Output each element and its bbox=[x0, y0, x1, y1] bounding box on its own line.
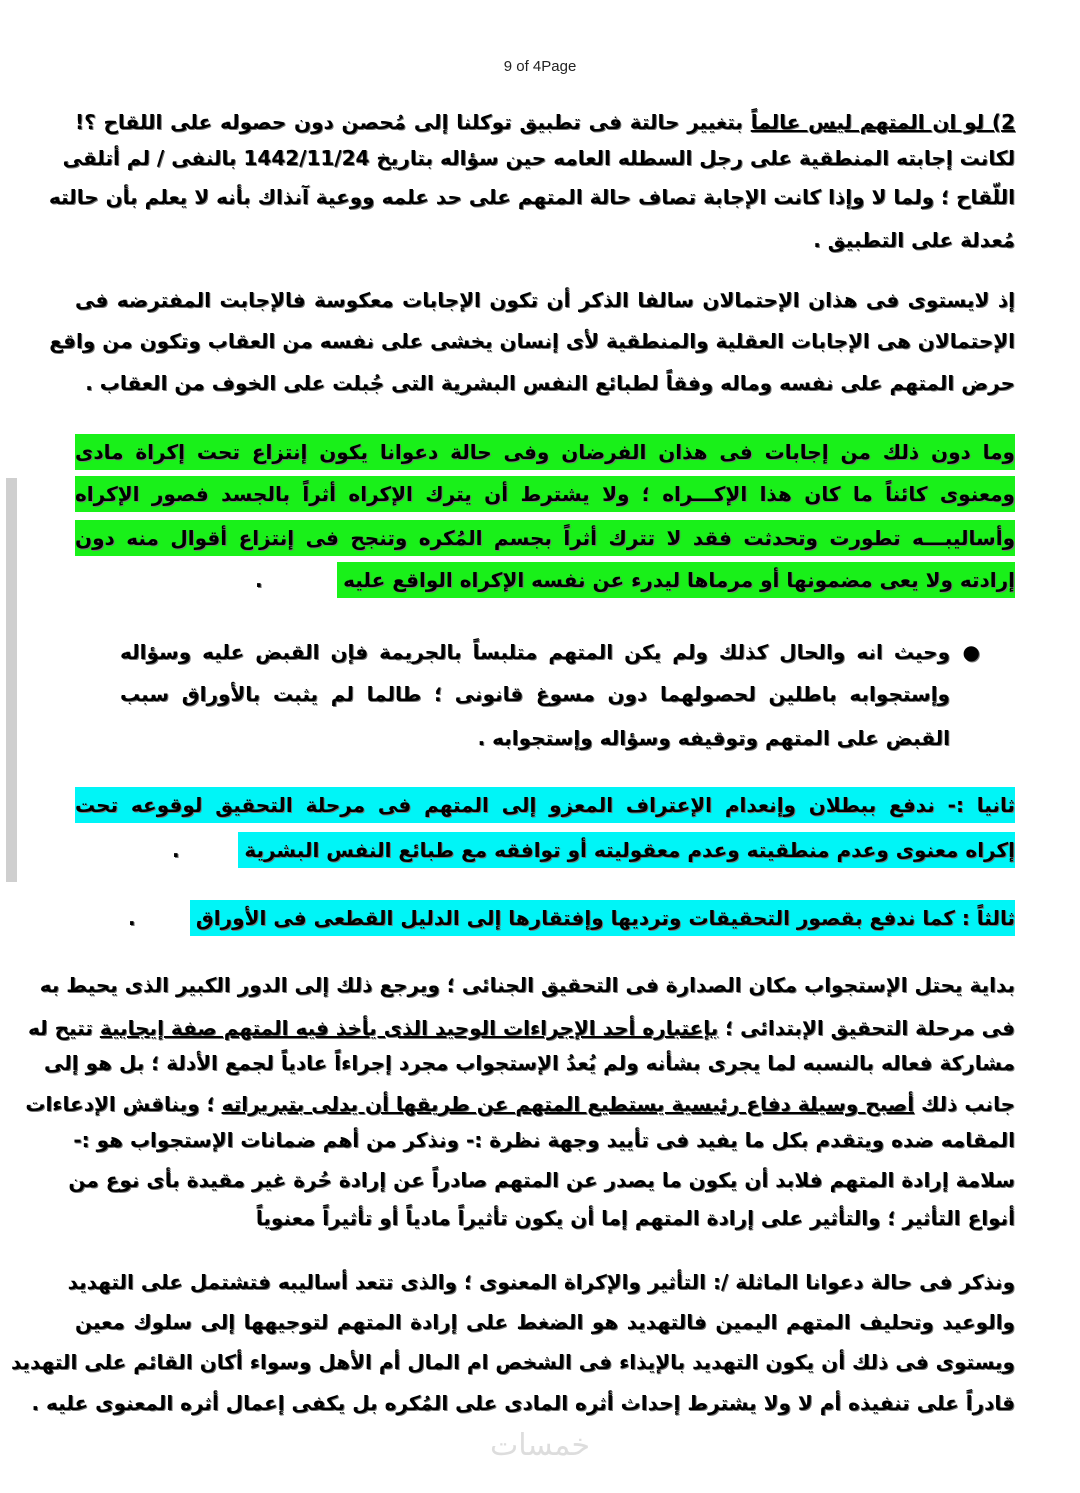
period: . bbox=[255, 568, 263, 592]
underlined-text: أصبح وسيلة دفاع رئيسية يستطيع المتهم عن طريقها أن يدلى بتبريراته bbox=[221, 1092, 915, 1116]
paragraph-line: حرض المتهم على نفسه وماله وفقاً لطبائع النفس البشرية التى جُبلت على الخوف من العقاب . bbox=[85, 371, 1015, 395]
paragraph-line: اللّقاح ؛ ولما لا وإذا كانت الإجابة تصاف حالة المتهم على حد علمه ووعية آنذاك بأنه لا يعلم بأن حالته bbox=[48, 185, 1015, 209]
paragraph-line: مُعدلة على التطبيق . bbox=[813, 228, 1015, 252]
paragraph-line bbox=[75, 104, 1015, 140]
period: . bbox=[128, 906, 136, 930]
paragraph-line: ونذكر فى حالة دعوانا الماثلة /: التأثير والإكراة المعنوى ؛ والذى تتعد أساليبه فتشتمل على التهديد bbox=[67, 1270, 1015, 1294]
paragraph-line bbox=[28, 1010, 1015, 1046]
highlighted-line: ومعنوى كائناً ما كان هذا الإكـــراه ؛ ولا يشترط أن يترك الإكراه أثراً بالجسد فصور الإكراه bbox=[75, 476, 1015, 512]
bullet-line: وإستجوابه باطلين لحصولهما دون مسوغ قانونى ؛ طالما لم يثبت بالأوراق سبب bbox=[120, 682, 950, 706]
text: بتغيير حالتة فى تطبيق توكلنا إلى مُحصن دون حصوله على اللقاح ؟! bbox=[75, 110, 751, 134]
highlighted-line: وأساليبـــه تطورت وتحدثت فقد لا تترك أثراً بجسم المُكره وتنجح فى إنتزاع أقوال منه دون bbox=[75, 520, 1015, 556]
page-number: 9 of 4Page bbox=[503, 58, 577, 75]
paragraph-line: سلامة إرادة المتهم فلابد أن يكون ما يصدر عن المتهم صادراً عن إرادة حُرة غير مقيدة بأى نوع من bbox=[68, 1168, 1015, 1192]
second-point-line: ثانيا :- ندفع ببطلان وإنعدام الإعتراف المعزو إلى المتهم فى مرحلة التحقيق لوقوعه تحت bbox=[75, 787, 1015, 823]
paragraph-line bbox=[25, 1086, 1015, 1122]
text: جانب ذلك bbox=[914, 1092, 1015, 1116]
text: فى مرحلة التحقيق الإبتدائى ؛ bbox=[718, 1016, 1015, 1040]
text: وحيث انه والحال كذلك ولم يكن المتهم متلبساً بالجريمة فإن القبض عليه وسؤاله bbox=[120, 640, 950, 664]
underlined-text: بإعتباره أحد الإجراءات الوحيد الذى يأخذ فيه المتهم صفة إيجابية bbox=[99, 1016, 719, 1040]
text: ؛ ويناقش الإدعاءات bbox=[25, 1092, 222, 1116]
paragraph-line: والوعيد وتحليف المتهم اليمين فالتهديد هو الضغط على إرادة المتهم لتوجيهها إلى سلوك معين bbox=[75, 1310, 1015, 1334]
paragraph-line: لكانت إجابته المنطقية على رجل السطله العامه حين سؤاله بتاريخ 1442/11/24 بالنفى / لم أتلقى bbox=[62, 146, 1015, 170]
underlined-text: 2) لو ان المتهم ليس عالماً bbox=[750, 110, 1015, 134]
paragraph-line: إذ لايستوى فى هذان الإحتمالان سالفا الذكر أن تكون الإجابات معكوسة فالإجابت المفترضه فى bbox=[75, 288, 1015, 312]
paragraph-line: قادراً على تنفيذه أم لا ولا يشترط إحداث أثره المادى على المُكره بل يكفى إعمال أثره المعنوى عليه . bbox=[31, 1391, 1015, 1415]
bullet-icon: ● bbox=[962, 640, 980, 664]
highlighted-line: إرادته ولا يعى مضمونها أو مرماها ليدرء عن نفسه الإكراه الواقع عليه bbox=[337, 562, 1015, 598]
highlighted-line: وما دون ذلك من إجابات فى هذان الفرضان وفى حالة دعوانا يكون إنتزاع تحت إكراة مادى bbox=[75, 434, 1015, 470]
period: . bbox=[172, 838, 180, 862]
paragraph-line: الإحتمالان هى الإجابات العقلية والمنطقية لأى إنسان يخشى على نفسه من العقاب وتكون من واقع bbox=[49, 329, 1015, 353]
paragraph-line: المقامه ضده ويتقدم بكل ما يفيد فى تأييد وجهة نظرة :- ونذكر من أهم ضمانات الإستجواب هو :- bbox=[73, 1128, 1015, 1152]
paragraph-line: بداية يحتل الإستجواب مكان الصدارة فى التحقيق الجنائى ؛ ويرجع ذلك إلى الدور الكبير الذى يحيط به bbox=[39, 973, 1015, 997]
watermark-logo: خمسات bbox=[489, 1428, 591, 1463]
bullet-line bbox=[120, 634, 980, 670]
second-point-line: إكراه معنوى وعدم منطقيته وعدم معقوليته أو توافقه مع طبائع النفس البشرية bbox=[238, 832, 1015, 868]
paragraph-line: أنواع التأثير ؛ والتأثير على إرادة المتهم إما أن يكون تأثيراً مادياً أو تأثيراً معنوياً bbox=[255, 1206, 1015, 1230]
paragraph-line: مشاركة فعاله بالنسبه لما يجرى بشأنه ولم يُعدُ الإستجواب مجرد إجراءاً عادياً لجمع الأدلة ؛ بل هو إلى bbox=[44, 1051, 1015, 1075]
text: تتيح له bbox=[28, 1016, 100, 1040]
scrollbar[interactable] bbox=[6, 478, 17, 882]
paragraph-line: ويستوى فى ذلك أن يكون التهديد بالإيذاء فى الشخص ام المال أم الأهل وسواء أكان القائم على التهديد bbox=[10, 1350, 1015, 1374]
third-point-line: ثالثاً : كما ندفع بقصور التحقيقات وترديها وإفتقارها إلى الدليل القطعى فى الأوراق bbox=[190, 900, 1015, 936]
bullet-line: القبض على المتهم وتوقيفه وسؤاله وإستجوابه . bbox=[477, 726, 950, 750]
